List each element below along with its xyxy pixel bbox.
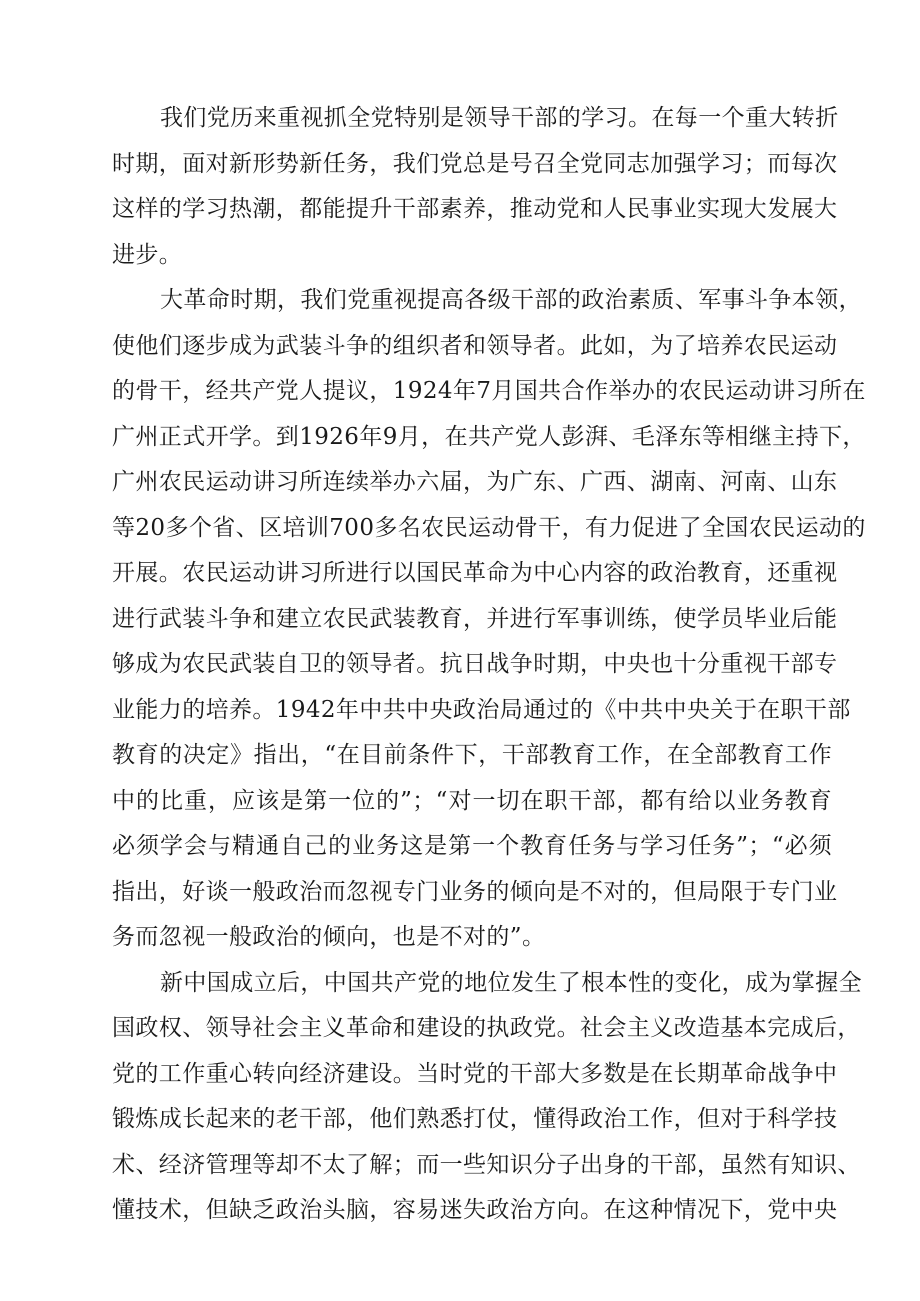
text-line: 中的比重，应该是第一位的”；“对一切在职干部，都有给以业务教育 <box>112 787 832 814</box>
text-line: 指出，好谈一般政治而忽视专门业务的倾向是不对的，但局限于专门业 <box>112 878 838 905</box>
paragraph-3 <box>112 961 862 1234</box>
text-line: 党的工作重心转向经济建设。当时党的干部大多数是在长期革命战争中 <box>112 1060 838 1087</box>
text-line: 使他们逐步成为武装斗争的组织者和领导者。此如，为了培养农民运动 <box>112 332 838 359</box>
text-line: 的骨干，经共产党人提议，1924年7月国共合作举办的农民运动讲习所在 <box>112 378 866 404</box>
text-line: 术、经济管理等却不太了解；而一些知识分子出身的干部，虽然有知识、 <box>112 1151 861 1178</box>
text-line: 时期，面对新形势新任务，我们党总是号召全党同志加强学习；而每次 <box>112 150 838 177</box>
text-line: 广州农民运动讲习所连续举办六届，为广东、广西、湖南、河南、山东 <box>112 469 838 495</box>
text-line: 懂技术，但缺乏政治头脑，容易迷失政治方向。在这种情况下，党中央 <box>112 1197 838 1223</box>
text-line: 业能力的培养。1942年中共中央政治局通过的《中共中央关于在职干部 <box>112 696 851 723</box>
text-line: 广州正式开学。到1926年9月，在共产党人彭湃、毛泽东等相继主持下， <box>112 423 866 450</box>
text-line: 必须学会与精通自己的业务这是第一个教育任务与学习任务”；“必须 <box>112 833 832 859</box>
text-line: 新中国成立后，中国共产党的地位发生了根本性的变化，成为掌握全 <box>160 969 862 996</box>
text-line: 等20多个省、区培训700多名农民运动骨干，有力促进了全国农民运动的 <box>112 514 866 541</box>
text-line: 务而忽视一般政治的倾向，也是不对的”。 <box>112 924 546 950</box>
text-line: 够成为农民武装自卫的领导者。抗日战争时期，中央也十分重视干部专 <box>112 651 838 677</box>
paragraph-2 <box>112 278 866 961</box>
text-line: 进步。 <box>112 241 183 268</box>
document-body <box>112 96 866 1234</box>
text-line: 开展。农民运动讲习所进行以国民革命为中心内容的政治教育，还重视 <box>112 560 838 586</box>
text-line: 国政权、领导社会主义革命和建设的执政党。社会主义改造基本完成后， <box>112 1015 861 1041</box>
text-line: 这样的学习热潮，都能提升干部素养，推动党和人民事业实现大发展大 <box>112 196 838 222</box>
text-line: 教育的决定》指出，“在目前条件下，干部教育工作，在全部教育工作 <box>112 742 832 768</box>
paragraph-1 <box>112 96 839 278</box>
text-line: 锻炼成长起来的老干部，他们熟悉打仗，懂得政治工作，但对于科学技 <box>112 1106 838 1132</box>
text-line: 进行武装斗争和建立农民武装教育，并进行军事训练，使学员毕业后能 <box>112 605 838 632</box>
text-line: 我们党历来重视抓全党特别是领导干部的学习。在每一个重大转折 <box>160 105 839 131</box>
text-line: 大革命时期，我们党重视提高各级干部的政治素质、军事斗争本领， <box>160 287 862 313</box>
